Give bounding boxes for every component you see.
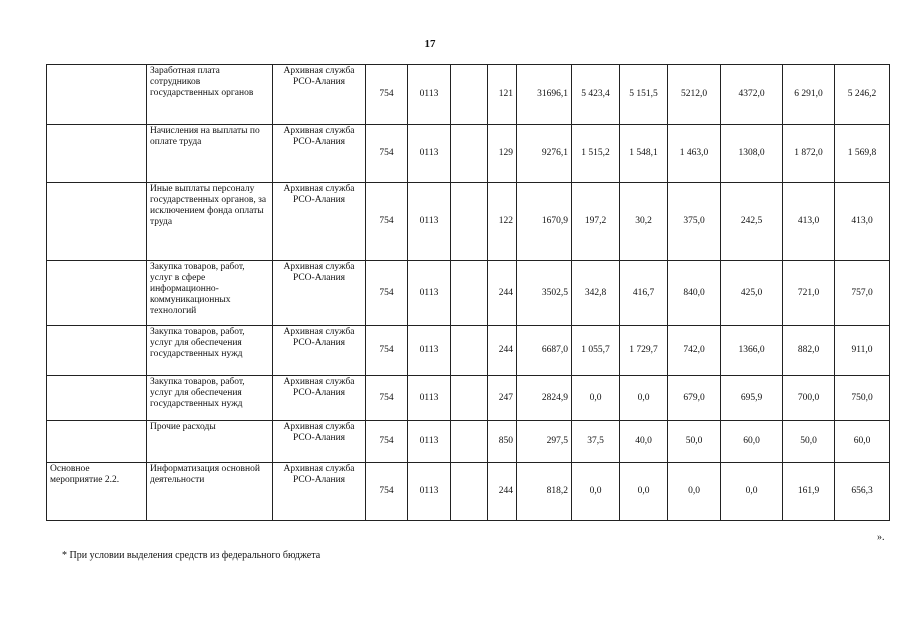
section-code-cell: 0113	[408, 125, 451, 183]
year-value-cell: 5 423,4	[572, 65, 620, 125]
year-value-cell: 757,0	[835, 261, 890, 326]
executor-cell: Архивная служба РСО-Алания	[273, 261, 366, 326]
year-value-cell: 37,5	[572, 421, 620, 463]
budget-table	[46, 64, 890, 521]
year-value-cell: 197,2	[572, 183, 620, 261]
total-cell: 3502,5	[517, 261, 572, 326]
closing-mark: ».	[877, 532, 885, 543]
total-cell: 6687,0	[517, 326, 572, 376]
event-cell	[47, 183, 147, 261]
table-row	[47, 376, 890, 421]
year-value-cell: 721,0	[783, 261, 835, 326]
year-value-cell: 0,0	[668, 463, 721, 521]
year-value-cell: 375,0	[668, 183, 721, 261]
expense-type-cell: 244	[488, 326, 517, 376]
year-value-cell: 5212,0	[668, 65, 721, 125]
section-code-cell: 0113	[408, 326, 451, 376]
target-article-cell	[451, 421, 488, 463]
table-row	[47, 183, 890, 261]
event-cell	[47, 261, 147, 326]
expense-name-cell: Закупка товаров, работ, услуг в сфере информационно-коммуникационных технологий	[147, 261, 273, 326]
executor-cell: Архивная служба РСО-Алания	[273, 463, 366, 521]
expense-name-cell: Заработная плата сотрудников государственных органов	[147, 65, 273, 125]
target-article-cell	[451, 261, 488, 326]
section-code-cell: 0113	[408, 261, 451, 326]
expense-name-cell: Иные выплаты персоналу государственных органов, за исключением фонда оплаты труда	[147, 183, 273, 261]
table-row	[47, 326, 890, 376]
year-value-cell: 742,0	[668, 326, 721, 376]
year-value-cell: 161,9	[783, 463, 835, 521]
grbs-code-cell: 754	[366, 376, 408, 421]
expense-type-cell: 129	[488, 125, 517, 183]
year-value-cell: 60,0	[835, 421, 890, 463]
year-value-cell: 413,0	[783, 183, 835, 261]
total-cell: 1670,9	[517, 183, 572, 261]
year-value-cell: 0,0	[620, 463, 668, 521]
year-value-cell: 695,9	[721, 376, 783, 421]
year-value-cell: 50,0	[668, 421, 721, 463]
year-value-cell: 1308,0	[721, 125, 783, 183]
expense-type-cell: 850	[488, 421, 517, 463]
year-value-cell: 700,0	[783, 376, 835, 421]
expense-type-cell: 121	[488, 65, 517, 125]
year-value-cell: 1 055,7	[572, 326, 620, 376]
year-value-cell: 0,0	[572, 463, 620, 521]
year-value-cell: 242,5	[721, 183, 783, 261]
year-value-cell: 5 246,2	[835, 65, 890, 125]
year-value-cell: 416,7	[620, 261, 668, 326]
expense-type-cell: 244	[488, 261, 517, 326]
expense-name-cell: Начисления на выплаты по оплате труда	[147, 125, 273, 183]
event-cell	[47, 421, 147, 463]
event-cell	[47, 65, 147, 125]
table-row	[47, 125, 890, 183]
year-value-cell: 911,0	[835, 326, 890, 376]
event-cell	[47, 326, 147, 376]
year-value-cell: 0,0	[620, 376, 668, 421]
grbs-code-cell: 754	[366, 125, 408, 183]
expense-type-cell: 122	[488, 183, 517, 261]
table-row	[47, 65, 890, 125]
section-code-cell: 0113	[408, 421, 451, 463]
table-row	[47, 421, 890, 463]
expense-name-cell: Закупка товаров, работ, услуг для обеспечения государственных нужд	[147, 326, 273, 376]
expense-name-cell: Информатизация основной деятельности	[147, 463, 273, 521]
expense-type-cell: 244	[488, 463, 517, 521]
target-article-cell	[451, 326, 488, 376]
year-value-cell: 882,0	[783, 326, 835, 376]
grbs-code-cell: 754	[366, 183, 408, 261]
executor-cell: Архивная служба РСО-Алания	[273, 125, 366, 183]
year-value-cell: 6 291,0	[783, 65, 835, 125]
expense-type-cell: 247	[488, 376, 517, 421]
year-value-cell: 679,0	[668, 376, 721, 421]
executor-cell: Архивная служба РСО-Алания	[273, 183, 366, 261]
year-value-cell: 425,0	[721, 261, 783, 326]
year-value-cell: 656,3	[835, 463, 890, 521]
target-article-cell	[451, 125, 488, 183]
year-value-cell: 1 729,7	[620, 326, 668, 376]
section-code-cell: 0113	[408, 376, 451, 421]
year-value-cell: 1 872,0	[783, 125, 835, 183]
grbs-code-cell: 754	[366, 261, 408, 326]
executor-cell: Архивная служба РСО-Алания	[273, 421, 366, 463]
year-value-cell: 413,0	[835, 183, 890, 261]
expense-name-cell: Закупка товаров, работ, услуг для обеспечения государственных нужд	[147, 376, 273, 421]
year-value-cell: 40,0	[620, 421, 668, 463]
year-value-cell: 0,0	[721, 463, 783, 521]
total-cell: 31696,1	[517, 65, 572, 125]
event-cell: Основное мероприятие 2.2.	[47, 463, 147, 521]
executor-cell: Архивная служба РСО-Алания	[273, 326, 366, 376]
expense-name-cell: Прочие расходы	[147, 421, 273, 463]
year-value-cell: 50,0	[783, 421, 835, 463]
grbs-code-cell: 754	[366, 65, 408, 125]
year-value-cell: 1 515,2	[572, 125, 620, 183]
section-code-cell: 0113	[408, 65, 451, 125]
year-value-cell: 1 569,8	[835, 125, 890, 183]
year-value-cell: 30,2	[620, 183, 668, 261]
year-value-cell: 1 548,1	[620, 125, 668, 183]
section-code-cell: 0113	[408, 183, 451, 261]
footnote: * При условии выделения средств из федерального бюджета	[62, 550, 321, 561]
target-article-cell	[451, 463, 488, 521]
section-code-cell: 0113	[408, 463, 451, 521]
event-cell	[47, 376, 147, 421]
grbs-code-cell: 754	[366, 421, 408, 463]
page-number: 17	[424, 38, 436, 50]
year-value-cell: 840,0	[668, 261, 721, 326]
total-cell: 2824,9	[517, 376, 572, 421]
total-cell: 9276,1	[517, 125, 572, 183]
event-cell	[47, 125, 147, 183]
target-article-cell	[451, 65, 488, 125]
year-value-cell: 4372,0	[721, 65, 783, 125]
year-value-cell: 60,0	[721, 421, 783, 463]
table-row	[47, 261, 890, 326]
year-value-cell: 1 463,0	[668, 125, 721, 183]
year-value-cell: 342,8	[572, 261, 620, 326]
year-value-cell: 5 151,5	[620, 65, 668, 125]
grbs-code-cell: 754	[366, 463, 408, 521]
executor-cell: Архивная служба РСО-Алания	[273, 376, 366, 421]
total-cell: 818,2	[517, 463, 572, 521]
grbs-code-cell: 754	[366, 326, 408, 376]
target-article-cell	[451, 376, 488, 421]
year-value-cell: 1366,0	[721, 326, 783, 376]
total-cell: 297,5	[517, 421, 572, 463]
executor-cell: Архивная служба РСО-Алания	[273, 65, 366, 125]
year-value-cell: 0,0	[572, 376, 620, 421]
year-value-cell: 750,0	[835, 376, 890, 421]
table-row	[47, 463, 890, 521]
target-article-cell	[451, 183, 488, 261]
